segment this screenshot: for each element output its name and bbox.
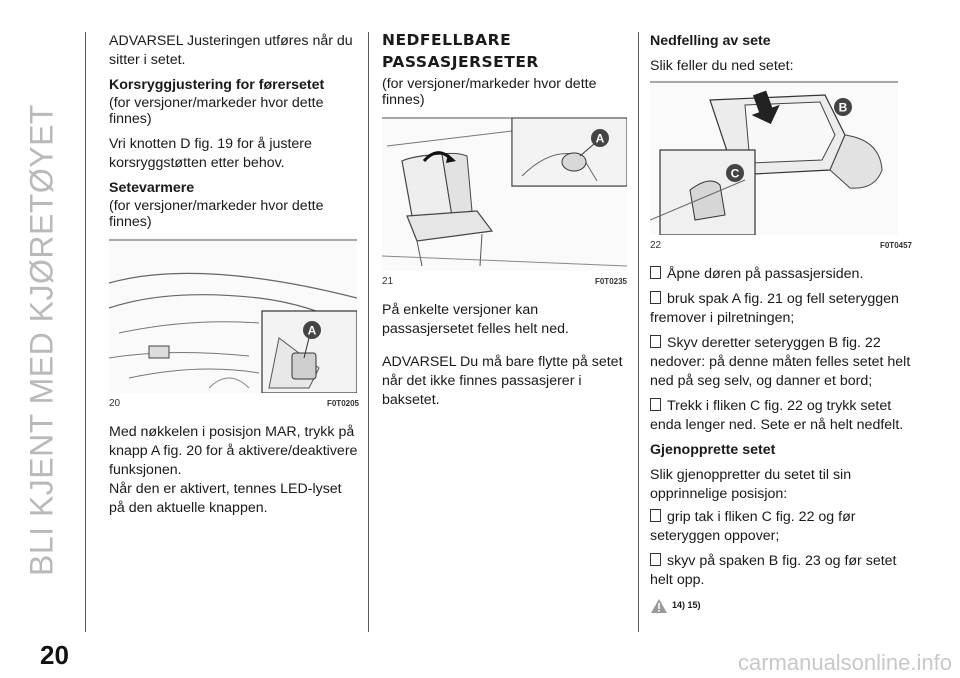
list-item: Åpne døren på passasjersiden. <box>650 265 912 284</box>
restore-steps <box>650 508 912 590</box>
heat-text-1: Med nøkkelen i posisjon MAR, trykk på knapp A fig. 20 for å aktivere/deaktivere funksjonen. <box>109 424 358 478</box>
folded-seat-illustration <box>650 80 898 235</box>
warning-note <box>650 596 912 615</box>
checkbox-icon <box>650 335 661 348</box>
checkbox-icon <box>650 398 661 411</box>
lumbar-text: Vri knotten D fig. 19 for å justere korsryggstøtten etter behov. <box>109 136 312 171</box>
column-divider-2 <box>368 32 369 632</box>
column-1 <box>109 32 359 524</box>
column-divider-3 <box>638 32 639 632</box>
figure-21 <box>382 116 627 291</box>
footer-watermark: carmanualsonline.info <box>737 650 952 675</box>
list-item: grip tak i fliken C fig. 22 og før seteryggen oppover; <box>650 509 856 544</box>
list-item: skyv på spaken B fig. 23 og før setet helt opp. <box>650 553 897 588</box>
checkbox-icon <box>650 266 661 279</box>
heat-heading: Setevarmere <box>109 180 195 196</box>
callout-label-c: C <box>730 166 740 181</box>
note-references: 14) 15) <box>672 600 701 610</box>
folding-seat-illustration <box>382 116 627 271</box>
lumbar-subtitle: (for versjoner/markeder hvor dette finnes) <box>109 95 324 127</box>
body-text-1: På enkelte versjoner kan passasjersetet felles helt ned. <box>382 302 569 337</box>
list-item: Trekk i fliken C fig. 22 og trykk setet enda lenger ned. Sete er nå helt nedfelt. <box>650 398 904 433</box>
callout-label-b: B <box>838 100 848 115</box>
list-item: bruk spak A fig. 21 og fell seteryggen fremover i pilretningen; <box>650 291 899 326</box>
fold-intro: Slik feller du ned setet: <box>650 58 794 74</box>
callout-label-a: A <box>307 323 317 338</box>
checkbox-icon <box>650 291 661 304</box>
warning-triangle-icon <box>650 598 668 614</box>
fold-steps <box>650 265 912 435</box>
figure-code: F0T0457 <box>879 241 912 250</box>
column-divider-1 <box>85 32 86 632</box>
body-text-2: ADVARSEL Du må bare flytte på setet når det ikke finnes passasjerer i baksetet. <box>382 354 623 408</box>
figure-22 <box>650 80 912 255</box>
restore-heading: Gjenopprette setet <box>650 442 776 458</box>
page-number: 20 <box>40 640 69 670</box>
section-subtitle: (for versjoner/markeder hvor dette finnes) <box>382 76 597 108</box>
figure-number: 20 <box>109 398 121 409</box>
heat-subtitle: (for versjoner/markeder hvor dette finnes) <box>109 198 324 230</box>
callout-label-a: A <box>595 131 605 146</box>
restore-intro: Slik gjenoppretter du setet til sin opprinnelige posisjon: <box>650 467 852 502</box>
list-item: Skyv deretter seteryggen B fig. 22 nedover: på denne måten felles setet helt ned på seg selv, og danner et bord; <box>650 335 911 389</box>
figure-caption <box>650 236 912 255</box>
figure-number: 21 <box>382 276 394 287</box>
figure-20 <box>109 238 359 413</box>
figure-number: 22 <box>650 240 662 251</box>
figure-code: F0T0205 <box>326 399 359 408</box>
section-heading-line-2: PASSASJERSETER <box>382 53 539 71</box>
seat-heater-illustration <box>109 238 357 393</box>
section-heading-line-1: NEDFELLBARE <box>382 31 512 49</box>
checkbox-icon <box>650 509 661 522</box>
heat-text-2: Når den er aktivert, tennes LED-lyset på den aktuelle knappen. <box>109 481 342 516</box>
figure-caption <box>382 272 627 291</box>
figure-caption <box>109 394 359 413</box>
lumbar-heading: Korsryggjustering for førersetet <box>109 77 325 93</box>
checkbox-icon <box>650 553 661 566</box>
column-3 <box>650 32 912 615</box>
figure-code: F0T0235 <box>594 277 627 286</box>
warning-text: ADVARSEL Justeringen utføres når du sitter i setet. <box>109 33 353 68</box>
fold-heading: Nedfelling av sete <box>650 33 771 49</box>
column-2 <box>382 32 627 416</box>
